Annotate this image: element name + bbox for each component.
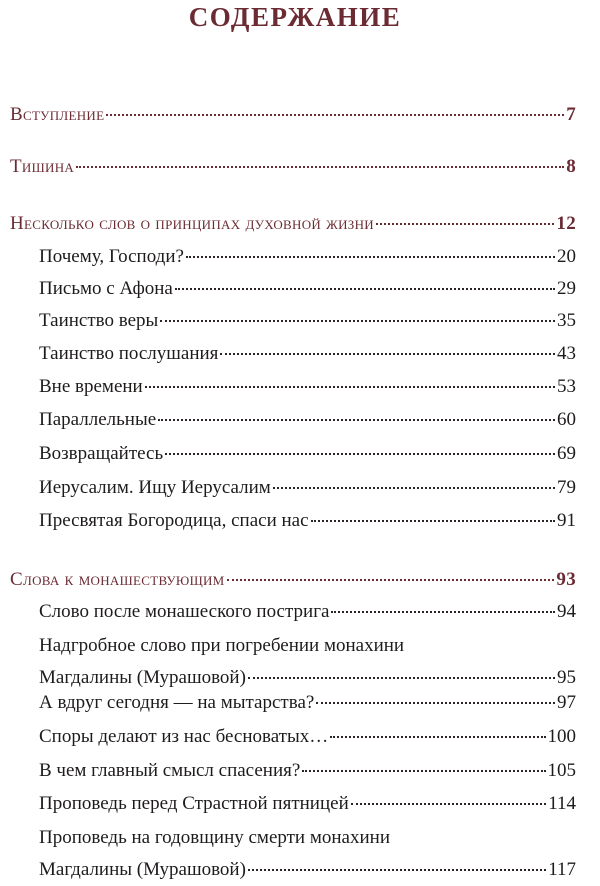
toc-item[interactable] (10, 822, 576, 886)
dot-leader (331, 609, 555, 613)
dot-leader (316, 700, 555, 704)
toc-page-number: 60 (557, 409, 576, 430)
toc-label: Тишина (10, 156, 75, 177)
toc-page-number: 20 (557, 246, 576, 267)
toc-item[interactable] (10, 241, 576, 273)
toc-section-silence[interactable] (10, 151, 576, 183)
toc-label: Вступление (10, 104, 105, 125)
toc-section-spiritual-life[interactable] (10, 208, 576, 240)
toc-item[interactable] (10, 630, 576, 694)
toc-page-number: 8 (566, 156, 576, 177)
toc-label: Параллельные (39, 409, 157, 430)
dot-leader (106, 112, 564, 116)
toc-label: Письмо с Афона (39, 278, 173, 299)
dot-leader (186, 254, 555, 258)
toc-label: Таинство веры (39, 310, 159, 331)
page-title: СОДЕРЖАНИЕ (188, 2, 402, 32)
toc-label: Вне времени (39, 376, 143, 397)
dot-leader (220, 351, 555, 355)
toc-label: Пресвятая Богородица, спаси нас (39, 510, 309, 531)
dot-leader (248, 675, 555, 679)
toc-label: Возвращайтесь (39, 443, 164, 464)
toc-item[interactable] (10, 687, 576, 719)
dot-leader (158, 417, 555, 421)
toc-section-monastics[interactable] (10, 564, 576, 596)
toc-item[interactable] (10, 788, 576, 820)
toc-item[interactable] (10, 371, 576, 403)
toc-page-number: 114 (548, 793, 576, 814)
dot-leader (248, 867, 546, 871)
toc-item[interactable] (10, 721, 576, 753)
toc-item[interactable] (10, 505, 576, 537)
toc-label-line: Надгробное слово при погребении монахини (39, 635, 405, 656)
toc-item[interactable] (10, 472, 576, 504)
dot-leader (165, 451, 555, 455)
toc-item[interactable] (10, 305, 576, 337)
toc-page-number: 29 (557, 278, 576, 299)
toc-page-number: 43 (557, 343, 576, 364)
dot-leader (311, 518, 555, 522)
toc-label: Почему, Господи? (39, 246, 184, 267)
toc-item[interactable] (10, 755, 576, 787)
toc-page-number: 95 (557, 667, 576, 688)
toc-label: Слово после монашеского пострига (39, 601, 330, 622)
toc-label: Магдалины (Мурашовой) (39, 859, 246, 880)
dot-leader (302, 768, 545, 772)
toc-page-number: 91 (557, 510, 576, 531)
toc-page-number: 105 (547, 760, 576, 781)
dot-leader (145, 384, 555, 388)
toc-page-number: 100 (547, 726, 576, 747)
toc-label: Таинство послушания (39, 343, 219, 364)
toc-item[interactable] (10, 438, 576, 470)
toc-label: Слова к монашествующим (10, 569, 225, 590)
toc-page-number: 35 (557, 310, 576, 331)
toc-item[interactable] (10, 404, 576, 436)
toc-page-number: 93 (556, 569, 576, 590)
toc-item[interactable] (10, 596, 576, 628)
toc-item[interactable] (10, 273, 576, 305)
dot-leader (175, 286, 555, 290)
dot-leader (330, 734, 545, 738)
toc-label: В чем главный смысл спасения? (39, 760, 301, 781)
toc-label: Несколько слов о принципах духовной жизни (10, 213, 374, 234)
toc-label: Иерусалим. Ищу Иерусалим (39, 477, 271, 498)
toc-page-number: 53 (557, 376, 576, 397)
toc-label: Споры делают из нас бесноватых… (39, 726, 329, 747)
dot-leader (76, 164, 564, 168)
toc-page-number: 79 (557, 477, 576, 498)
toc-label-line: Проповедь на годовщину смерти монахини (39, 827, 390, 848)
toc-page-number: 97 (557, 692, 576, 713)
toc-item[interactable] (10, 338, 576, 370)
toc-label: А вдруг сегодня — на мытарства? (39, 692, 315, 713)
dot-leader (376, 221, 554, 225)
dot-leader (227, 577, 555, 581)
toc-page-number: 94 (557, 601, 576, 622)
toc-section-introduction[interactable] (10, 99, 576, 131)
toc-page-number: 7 (566, 104, 576, 125)
toc-page-number: 117 (548, 859, 576, 880)
toc-label: Магдалины (Мурашовой) (39, 667, 246, 688)
dot-leader (273, 485, 555, 489)
dot-leader (160, 318, 555, 322)
toc-label: Проповедь перед Страстной пятницей (39, 793, 349, 814)
dot-leader (351, 801, 546, 805)
toc-page-number: 12 (556, 213, 576, 234)
toc-page-number: 69 (557, 443, 576, 464)
